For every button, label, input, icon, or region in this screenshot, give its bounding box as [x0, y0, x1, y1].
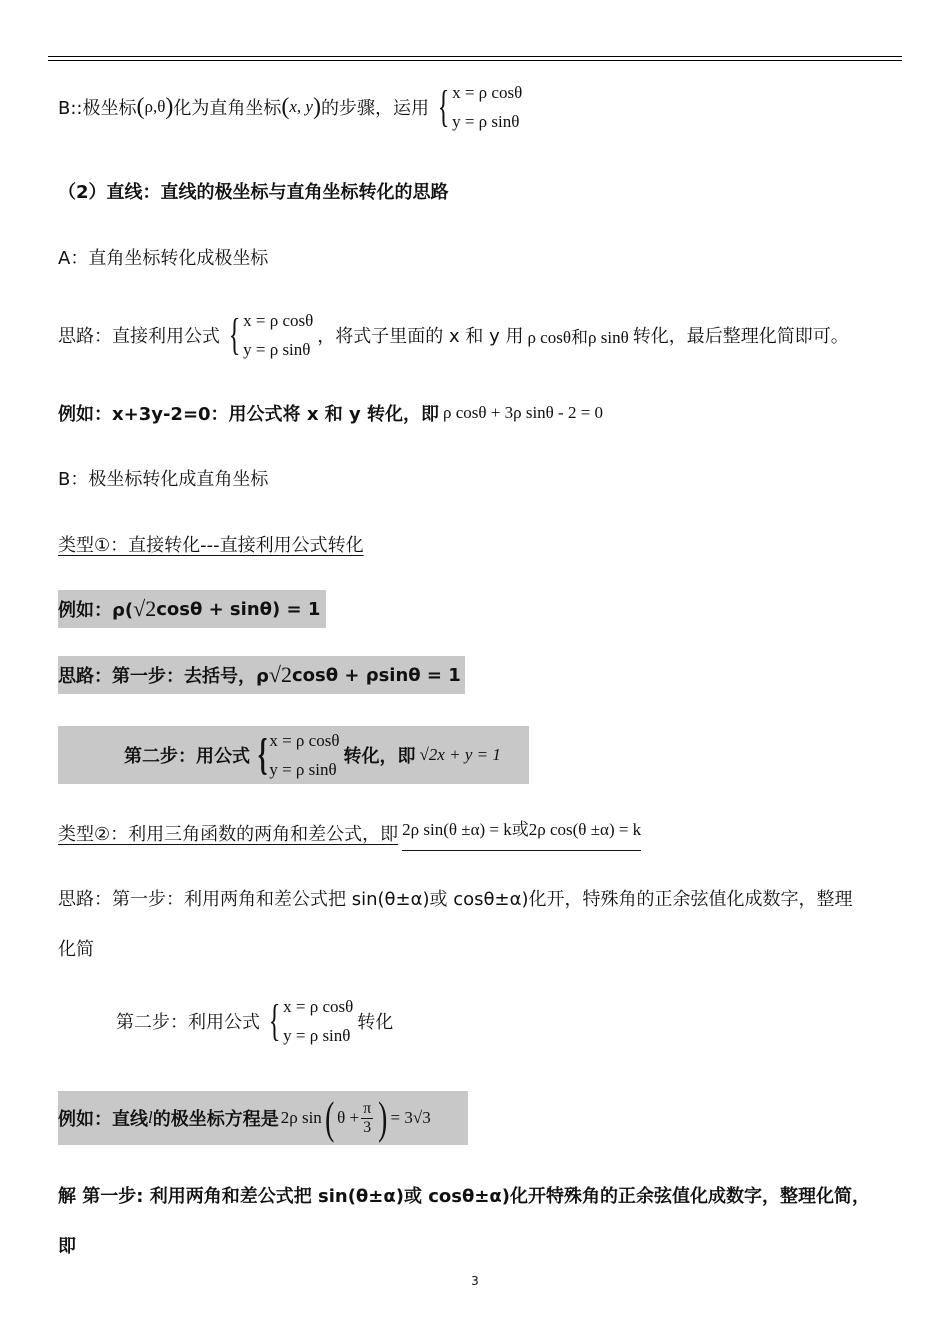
type-2-heading — [58, 815, 641, 851]
line-approach-a — [58, 306, 849, 364]
example-highlight-1 — [58, 590, 326, 628]
brace: { — [228, 310, 241, 359]
fraction-pi-over-3 — [361, 1100, 373, 1137]
text: 第二步：用公式 — [124, 746, 250, 767]
text: 例如：直线 — [58, 1109, 148, 1130]
denominator: 3 — [363, 1118, 372, 1136]
formula-inline: 2ρ sin(θ ±α) = k或2ρ cos(θ ±α) = k — [402, 815, 641, 851]
text: 转化，最后整理化简即可。 — [632, 326, 849, 347]
brace: { — [268, 996, 281, 1045]
formula-part: = 3√3 — [390, 1108, 431, 1127]
text: cosθ + sinθ) = 1 — [156, 598, 321, 620]
approach-highlight-1 — [58, 656, 465, 694]
formula-system — [264, 992, 353, 1050]
eq-y: y = ρ sinθ — [452, 112, 520, 131]
text: ，将式子里面的 x 和 y 用 — [317, 326, 524, 347]
eq-y: y = ρ sinθ — [243, 340, 311, 359]
subheading-b: B：极坐标转化成直角坐标 — [58, 469, 269, 490]
text: B::极坐标 — [58, 98, 137, 119]
step-two-type-2 — [116, 992, 393, 1050]
brace: { — [437, 82, 450, 131]
sqrt-2: √2 — [268, 662, 292, 687]
paren: ( — [136, 94, 145, 120]
solution-step-1: 解 第一步: 利用两角和差公式把 sin(θ±α)或 cosθ±α)化开特殊角的正余弦值化成数字，整理化简， — [58, 1186, 871, 1207]
text: 思路：直接利用公式 — [58, 326, 220, 347]
text: 例如：ρ( — [58, 600, 134, 621]
formula-system — [224, 306, 313, 364]
formula-inline: √2x + y = 1 — [419, 745, 501, 764]
paren: ) — [165, 94, 174, 120]
cartesian-pair: x, y — [289, 97, 313, 116]
page-number: 3 — [471, 1274, 479, 1288]
solution-step-1-cont: 即 — [58, 1236, 76, 1257]
step-two-highlight — [58, 726, 529, 784]
header-rule-thick — [48, 56, 902, 57]
text: 转化 — [357, 1012, 394, 1033]
text: 类型②：利用三角函数的两角和差公式，即 — [58, 824, 399, 845]
approach-type-2: 思路：第一步：利用两角和差公式把 sin(θ±α)或 cosθ±α)化开，特殊角的正余弦值化成数字，整理 — [58, 889, 853, 910]
example-highlight-2 — [58, 1091, 468, 1145]
paren: ( — [324, 1092, 335, 1143]
brace: { — [257, 730, 268, 779]
subheading-a: A：直角坐标转化成极坐标 — [58, 248, 269, 269]
text: cosθ + ρsinθ = 1 — [291, 664, 461, 686]
polar-pair: ρ,θ — [144, 97, 166, 116]
formula-part: θ + — [337, 1108, 360, 1127]
text: 转化，即 — [343, 746, 416, 767]
paren: ) — [312, 94, 321, 120]
paren: ) — [378, 1092, 388, 1143]
formula-inline: ρ cosθ和ρ sinθ — [527, 327, 629, 347]
line-l: l — [148, 1108, 153, 1127]
text: 思路：第一步：去括号，ρ — [58, 666, 269, 687]
formula-system — [254, 726, 339, 784]
formula-part: 2ρ sin — [280, 1108, 322, 1127]
eq-y: y = ρ sinθ — [283, 1026, 351, 1045]
eq-x: x = ρ cosθ — [452, 83, 523, 102]
line-polar-to-cartesian-steps — [58, 78, 526, 136]
numerator: π — [363, 1099, 372, 1117]
type-1-heading: 类型①：直接转化---直接利用公式转化 — [58, 535, 364, 556]
eq-y: y = ρ sinθ — [269, 760, 337, 779]
text: 例如：x+3y-2=0：用公式将 x 和 y 转化，即 — [58, 404, 439, 425]
text: 化为直角坐标 — [173, 98, 282, 119]
header-rule-thin — [48, 60, 902, 61]
eq-x: x = ρ cosθ — [243, 311, 314, 330]
approach-type-2-cont: 化简 — [58, 939, 94, 960]
formula-system — [433, 78, 522, 136]
eq-x: x = ρ cosθ — [283, 997, 354, 1016]
sqrt-2: √2 — [133, 596, 157, 621]
section-heading: （2）直线：直线的极坐标与直角坐标转化的思路 — [58, 182, 449, 203]
paren: ( — [281, 94, 290, 120]
text: 的极坐标方程是 — [152, 1109, 279, 1130]
text: 第二步：利用公式 — [116, 1012, 260, 1033]
text: 的步骤，运用 — [320, 98, 429, 119]
formula-inline: ρ cosθ + 3ρ sinθ - 2 = 0 — [442, 403, 604, 422]
eq-x: x = ρ cosθ — [269, 731, 340, 750]
line-example-1 — [58, 400, 603, 426]
